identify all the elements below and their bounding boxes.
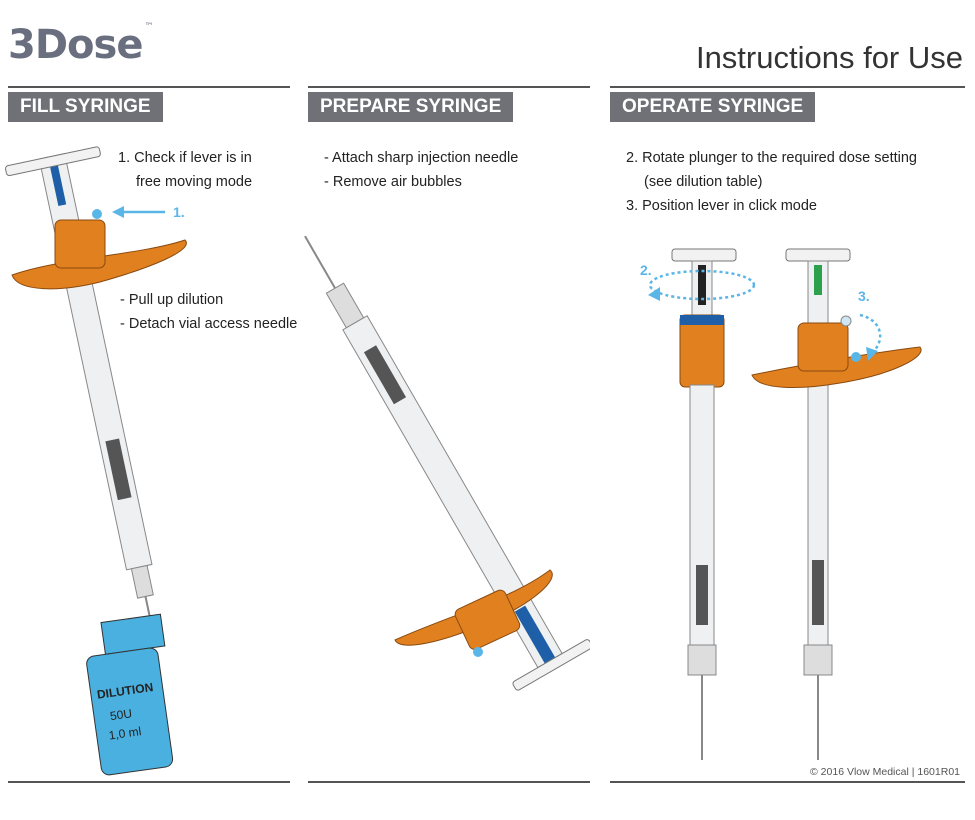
section-header: FILL SYRINGE [8, 92, 163, 122]
section-header: PREPARE SYRINGE [308, 92, 513, 122]
step-number-label: 1. [173, 204, 185, 220]
step-text: free moving mode [136, 174, 253, 190]
step-number-label: 2. [640, 262, 652, 278]
divider [610, 86, 965, 88]
vial-label: 50U [109, 706, 133, 724]
operate-syringe-illustration [610, 235, 975, 775]
step-text: - Pull up dilution [120, 292, 224, 308]
step-number-label: 3. [858, 288, 870, 304]
page-title: Instructions for Use [695, 40, 963, 75]
copyright-text: © 2016 Vlow Medical | 1601R01 [810, 766, 960, 778]
brand-logo: 3Dose ™ [8, 22, 153, 68]
vial-label: 1,0 ml [107, 724, 143, 743]
divider [610, 781, 965, 783]
fill-syringe-illustration [0, 0, 290, 807]
step-text: 1. Check if lever is in [118, 150, 252, 166]
divider [308, 86, 590, 88]
prepare-syringe-illustration [300, 220, 590, 820]
step-text: (see dilution table) [644, 174, 763, 190]
vial-label: DILUTION [96, 680, 155, 702]
step-text: - Detach vial access needle [120, 316, 298, 332]
step-text: 2. Rotate plunger to the required dose setting [626, 150, 917, 166]
divider [308, 781, 590, 783]
section-header: OPERATE SYRINGE [610, 92, 815, 122]
step-text: - Remove air bubbles [324, 174, 462, 190]
step-text: - Attach sharp injection needle [324, 150, 519, 166]
step-text: 3. Position lever in click mode [626, 198, 817, 214]
divider [8, 781, 290, 783]
